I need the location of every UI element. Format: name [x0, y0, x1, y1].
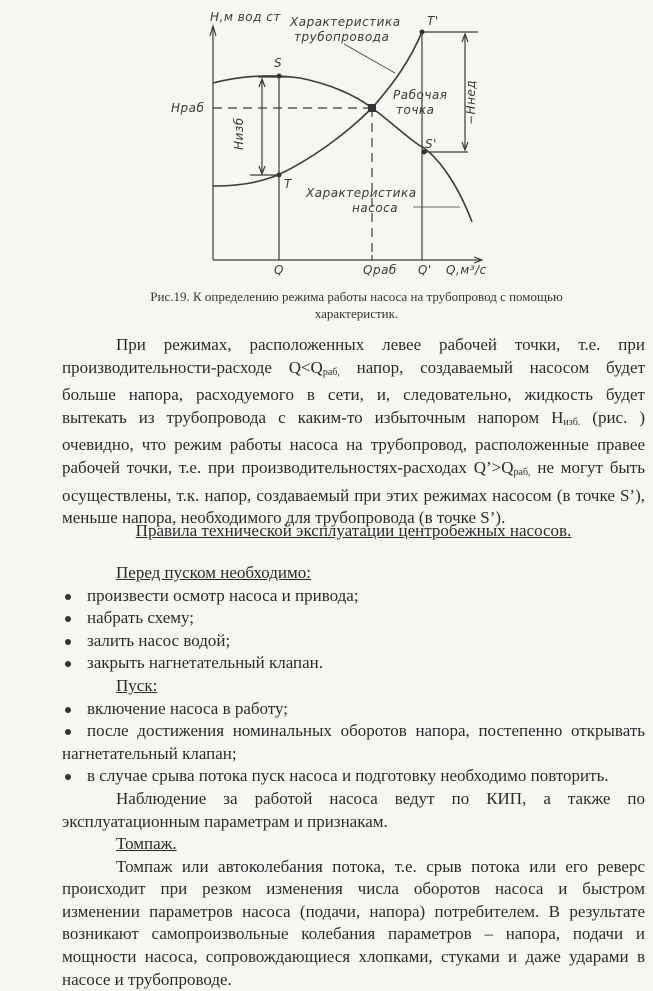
text-line: изменении параметров насоса (подачи, напора) потребителем. В результате: [62, 901, 645, 921]
list-item: включение насоса в работу;: [62, 698, 645, 721]
text-line: эксплуатационным параметрам и признакам.: [62, 811, 388, 831]
bullet-icon: [65, 707, 71, 713]
list-item-continuation: нагнетательный клапан;: [62, 743, 237, 763]
x-tick-q-prime: Q': [418, 263, 432, 277]
h-ned-label: −Hнед: [464, 79, 478, 125]
bullet-icon: [65, 774, 71, 780]
monitoring-paragraph: [62, 788, 645, 833]
bullet-icon: [65, 594, 71, 600]
x-tick-q-rab: Qраб: [363, 263, 397, 277]
text-line: осуществлены, т.к. напор, создаваемый при этих режимах насосом (в точке S’),: [62, 485, 645, 505]
text-line: насосе и трубопроводе.: [62, 969, 232, 989]
pump-characteristic-label-2: насоса: [352, 201, 399, 215]
list-item: закрыть нагнетательный клапан.: [62, 652, 645, 675]
y-axis-label: H,м вод ст: [210, 10, 281, 24]
working-point-label-2: точка: [396, 103, 435, 117]
section-heading: Правила технической эксплуатации центробежных насосов.: [135, 521, 572, 540]
text-line: больше напора, расходуемого в сети, и, следовательно, жидкость будет: [62, 385, 645, 405]
text-line: очевидно, что режим работы насоса на трубопровод, расположенные правее: [62, 435, 645, 455]
bullet-icon: [65, 729, 71, 735]
bullet-icon: [65, 661, 71, 667]
pump-characteristic-label: Характеристика: [306, 186, 417, 200]
text-line: рабочей точки, т.е. при производительностях-расходах $Q’>Q_{раб,}$ не могут быть: [62, 457, 645, 478]
start-title: Пуск:: [116, 676, 158, 695]
text-line: происходит при резком изменения числа оборотов насоса и быстром: [62, 879, 645, 899]
list-item: после достижения номинальных оборотов напора, постепенно открывать: [62, 720, 645, 743]
bullet-icon: [65, 616, 71, 622]
before-start-title: Перед пуском необходимо:: [116, 563, 312, 582]
pipeline-characteristic-curve: [213, 32, 422, 186]
pipeline-characteristic-label-2: трубопровода: [294, 30, 390, 44]
point-s-prime-label: S': [425, 137, 437, 151]
h-izb-label: Hизб: [232, 117, 246, 150]
text-line: возникают самопроизвольные колебания параметров – напора, подачи и: [62, 924, 645, 944]
list-item: набрать схему;: [62, 607, 645, 630]
caption-line-1: Рис.19. К определению режима работы насоса на трубопровод с помощью: [150, 289, 563, 304]
figure-caption: [60, 288, 653, 322]
working-point-label: Рабочая: [393, 88, 448, 102]
working-point-marker: [368, 104, 376, 112]
start-section: [62, 675, 645, 788]
text-line: Наблюдение за работой насоса ведут по КИП, а также по: [116, 789, 645, 808]
paragraph-working-modes: [62, 334, 645, 530]
text-line: мощности насоса, сопровождающиеся хлопками, стуками и даже ударами в: [62, 946, 645, 966]
text-line: меньше напора, необходимого для трубопровода (в точке S’).: [62, 508, 506, 528]
text-line: вытекать из трубопровода с каким-то избыточным напором $H_{изб.}$ (рис. ): [62, 407, 646, 428]
list-item: залить насос водой;: [62, 630, 645, 653]
x-tick-q: Q: [274, 263, 284, 277]
x-axis-label: Q,м³/с: [446, 263, 487, 277]
list-item: в случае срыва потока пуск насоса и подготовку необходимо повторить.: [62, 765, 645, 788]
before-start-section: [62, 562, 645, 675]
list-item: произвести осмотр насоса и привода;: [62, 585, 645, 608]
point-s-label: S: [274, 56, 283, 70]
pipeline-characteristic-label: Характеристика: [290, 15, 401, 29]
tompazh-title: Томпаж.: [116, 834, 177, 853]
h-rab-label: Hраб: [171, 101, 205, 115]
text-line: При режимах, расположенных левее рабочей точки, т.е. при: [116, 335, 645, 354]
text-line: Томпаж или автоколебания потока, т.е. срыв потока или его реверс: [116, 856, 645, 876]
tompazh-section: [62, 833, 645, 991]
point-t-prime-label: T': [427, 14, 439, 28]
pump-pipeline-characteristics-figure: [0, 0, 653, 280]
text-line: производительности-расходе $Q<Q_{раб,}$ напор, создаваемый насосом будет: [62, 357, 646, 378]
point-t-label: T: [284, 177, 292, 191]
bullet-icon: [65, 639, 71, 645]
caption-line-2: характеристик.: [314, 306, 399, 321]
